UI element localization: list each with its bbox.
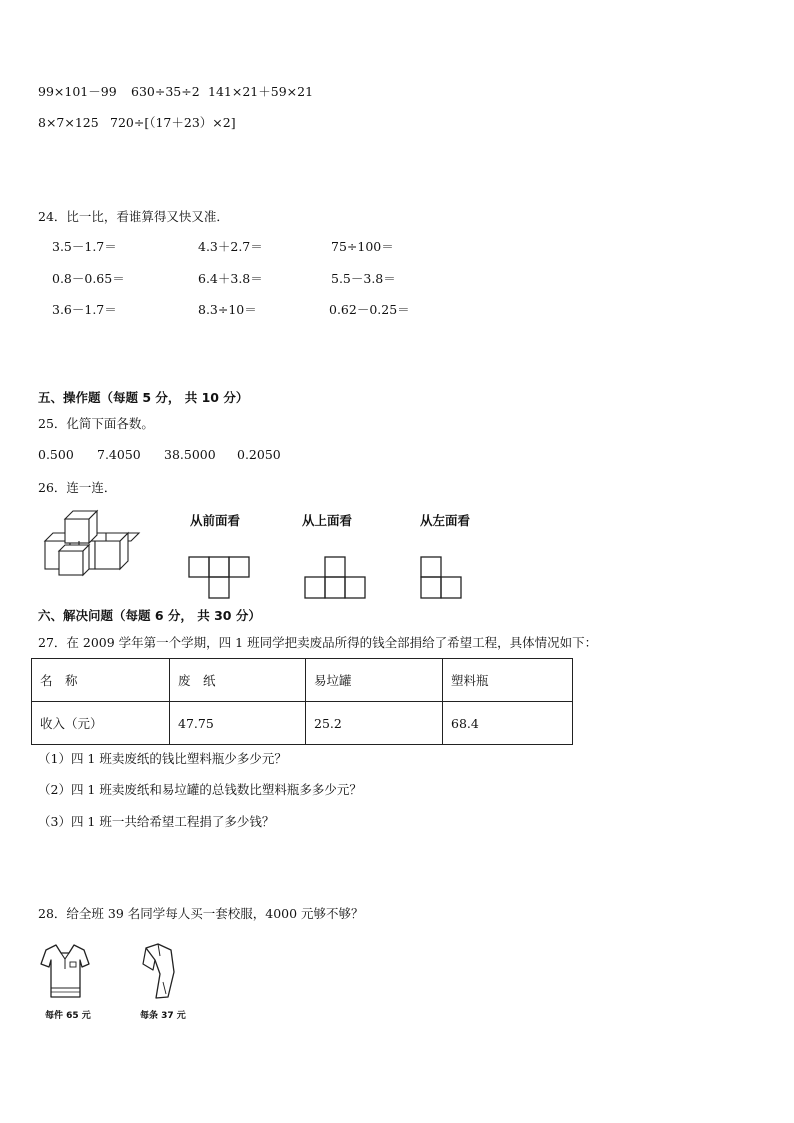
q27-subquestion: （3）四 1 班一共给希望工程捐了多少钱？: [38, 814, 275, 829]
calc-expr: 630÷35÷2: [131, 84, 200, 99]
q24-item: 5.5－3.8＝: [331, 271, 396, 286]
top-view-shape: [304, 556, 366, 599]
question-25-title: 25．化简下面各数。: [38, 416, 154, 431]
shirt-price: 每件 65 元: [45, 1011, 91, 1021]
section-6-heading: 六、解决问题（每题 6 分， 共 30 分）: [38, 608, 261, 623]
q27-subquestion: （1）四 1 班卖废纸的钱比塑料瓶少多少元？: [38, 751, 287, 766]
q24-item: 4.3＋2.7＝: [198, 239, 263, 254]
table-header-cell: 废 纸: [170, 659, 306, 702]
question-28-title: 28．给全班 39 名同学每人买一套校服，4000 元够不够？: [38, 906, 364, 921]
question-27-title: 27．在 2009 学年第一个学期，四 1 班同学把卖废品所得的钱全部捐给了希望工程，具体情况如下：: [38, 635, 598, 650]
calc-expr: 720÷[（17＋23）×2]: [110, 115, 236, 130]
q24-item: 6.4＋3.8＝: [198, 271, 263, 286]
cube-stack-figure: [43, 513, 138, 583]
table-header-cell: 易垃罐: [306, 659, 443, 702]
view-left-label: 从左面看: [420, 513, 471, 528]
table-row: [32, 659, 573, 702]
q24-item: 75÷100＝: [331, 239, 394, 254]
pants-price: 每条 37 元: [140, 1011, 186, 1021]
question-26-title: 26．连一连．: [38, 480, 117, 495]
table-cell: 收入（元）: [32, 702, 170, 745]
table-cell: 47.75: [170, 702, 306, 745]
calc-expr: 8×7×125: [38, 115, 99, 130]
shirt-icon: [40, 942, 90, 1000]
q24-item: 8.3÷10＝: [198, 302, 257, 317]
q25-number: 0.500: [38, 447, 74, 462]
table-header-cell: 名 称: [32, 659, 170, 702]
view-front-label: 从前面看: [190, 513, 241, 528]
q24-item: 0.62－0.25＝: [329, 302, 410, 317]
table-row: [32, 702, 573, 745]
q27-subquestion: （2）四 1 班卖废纸和易垃罐的总钱数比塑料瓶多多少元？: [38, 782, 362, 797]
q25-number: 7.4050: [97, 447, 141, 462]
q24-item: 0.8－0.65＝: [52, 271, 125, 286]
q24-item: 3.6－1.7＝: [52, 302, 117, 317]
q25-number: 38.5000: [164, 447, 216, 462]
view-top-label: 从上面看: [302, 513, 353, 528]
q24-item: 3.5－1.7＝: [52, 239, 117, 254]
table-cell: 68.4: [443, 702, 573, 745]
calc-expr: 99×101－99: [38, 84, 117, 99]
income-table: [31, 658, 573, 745]
q25-number: 0.2050: [237, 447, 281, 462]
front-view-shape: [188, 556, 250, 599]
pants-icon: [138, 942, 182, 1000]
table-cell: 25.2: [306, 702, 443, 745]
question-24-title: 24．比一比，看谁算得又快又准．: [38, 209, 229, 224]
table-header-cell: 塑料瓶: [443, 659, 573, 702]
section-5-heading: 五、操作题（每题 5 分， 共 10 分）: [38, 390, 249, 405]
left-view-shape: [420, 556, 463, 599]
calc-expr: 141×21＋59×21: [208, 84, 314, 99]
